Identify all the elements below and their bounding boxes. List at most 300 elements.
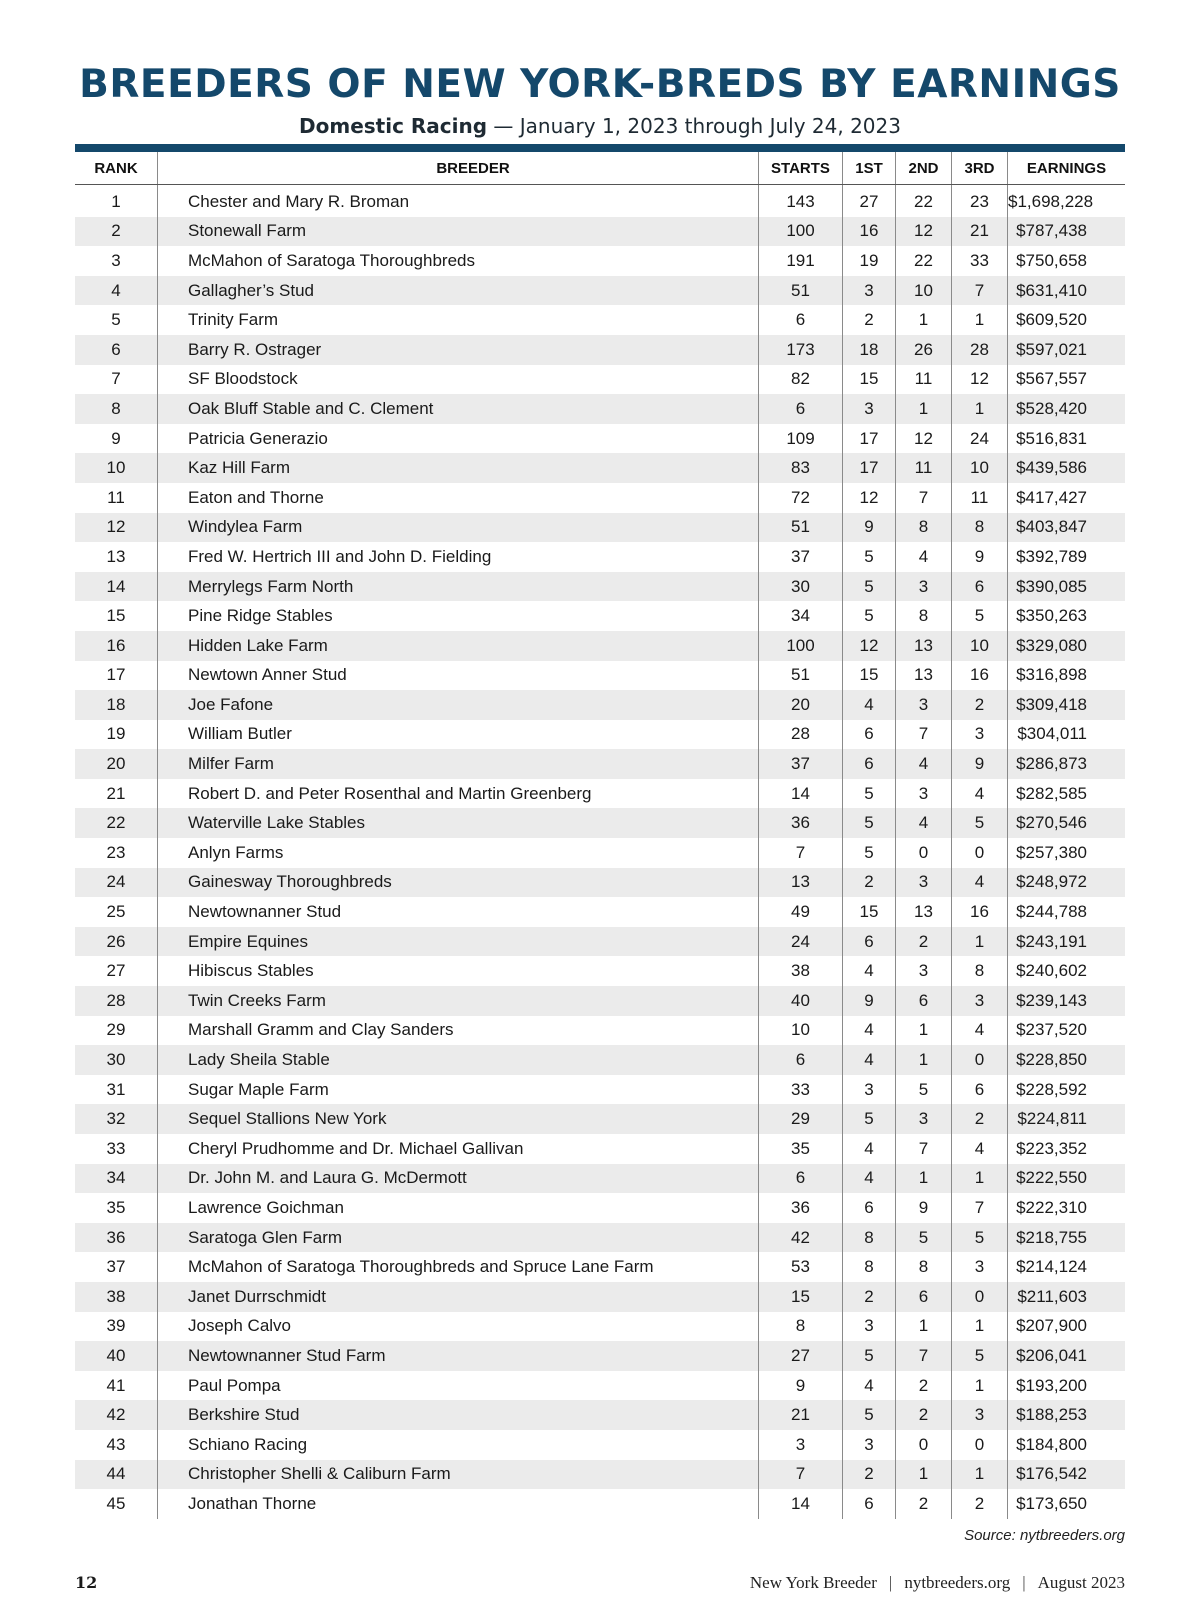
- table-row: [75, 1312, 1125, 1342]
- cell-breeder: Pine Ridge Stables: [158, 601, 759, 631]
- cell-2nd: 1: [896, 394, 952, 424]
- cell-3rd: 16: [952, 661, 1008, 691]
- cell-3rd: 1: [952, 927, 1008, 957]
- cell-rank: 30: [75, 1045, 158, 1075]
- cell-breeder: Sugar Maple Farm: [158, 1075, 759, 1105]
- cell-2nd: 22: [896, 246, 952, 276]
- cell-3rd: 9: [952, 542, 1008, 572]
- table-body: [75, 185, 1125, 1519]
- cell-1st: 4: [843, 1016, 896, 1046]
- cell-2nd: 3: [896, 690, 952, 720]
- cell-1st: 3: [843, 276, 896, 306]
- cell-1st: 15: [843, 897, 896, 927]
- cell-breeder: Marshall Gramm and Clay Sanders: [158, 1016, 759, 1046]
- cell-1st: 6: [843, 1489, 896, 1519]
- cell-earnings: $184,800: [1016, 1434, 1087, 1454]
- cell-3rd: 11: [952, 483, 1008, 513]
- cell-1st: 2: [843, 1460, 896, 1490]
- cell-starts: 6: [759, 1045, 843, 1075]
- cell-breeder: Joe Fafone: [158, 690, 759, 720]
- cell-rank: 12: [75, 513, 158, 543]
- table-row: [75, 720, 1125, 750]
- cell-breeder: Berkshire Stud: [158, 1400, 759, 1430]
- cell-rank: 8: [75, 394, 158, 424]
- cell-breeder: Gallagher’s Stud: [158, 276, 759, 306]
- cell-rank: 31: [75, 1075, 158, 1105]
- column-header-breeder: BREEDER: [158, 152, 759, 185]
- cell-breeder: SF Bloodstock: [158, 365, 759, 395]
- cell-1st: 19: [843, 246, 896, 276]
- cell-rank: 38: [75, 1282, 158, 1312]
- cell-breeder: Janet Durrschmidt: [158, 1282, 759, 1312]
- cell-1st: 9: [843, 986, 896, 1016]
- cell-1st: 5: [843, 779, 896, 809]
- table-row: [75, 927, 1125, 957]
- table-row: [75, 276, 1125, 306]
- cell-starts: 36: [759, 1193, 843, 1223]
- cell-rank: 45: [75, 1489, 158, 1519]
- cell-3rd: 16: [952, 897, 1008, 927]
- cell-1st: 5: [843, 542, 896, 572]
- cell-2nd: 11: [896, 365, 952, 395]
- cell-2nd: 8: [896, 601, 952, 631]
- table-row: [75, 868, 1125, 898]
- cell-starts: 34: [759, 601, 843, 631]
- cell-earnings: $316,898: [1016, 665, 1087, 685]
- cell-starts: 33: [759, 1075, 843, 1105]
- cell-3rd: 3: [952, 986, 1008, 1016]
- cell-starts: 42: [759, 1223, 843, 1253]
- table-row: [75, 779, 1125, 809]
- cell-1st: 3: [843, 1312, 896, 1342]
- cell-2nd: 0: [896, 1430, 952, 1460]
- cell-starts: 40: [759, 986, 843, 1016]
- cell-rank: 23: [75, 838, 158, 868]
- cell-3rd: 5: [952, 1223, 1008, 1253]
- cell-2nd: 4: [896, 749, 952, 779]
- table-row: [75, 542, 1125, 572]
- cell-earnings: $329,080: [1008, 631, 1126, 661]
- cell-2nd: 4: [896, 808, 952, 838]
- cell-breeder: Cheryl Prudhomme and Dr. Michael Gallivan: [158, 1134, 759, 1164]
- cell-rank: 19: [75, 720, 158, 750]
- cell-1st: 4: [843, 1371, 896, 1401]
- cell-rank: 27: [75, 956, 158, 986]
- cell-rank: 15: [75, 601, 158, 631]
- cell-starts: 21: [759, 1400, 843, 1430]
- cell-1st: 6: [843, 927, 896, 957]
- cell-earnings: $176,542: [1008, 1460, 1126, 1490]
- cell-rank: 28: [75, 986, 158, 1016]
- cell-3rd: 2: [952, 1489, 1008, 1519]
- table-row: [75, 1016, 1125, 1046]
- table-row: [75, 424, 1125, 454]
- table-row: [75, 365, 1125, 395]
- cell-2nd: 2: [896, 1400, 952, 1430]
- cell-starts: 15: [759, 1282, 843, 1312]
- cell-earnings: $206,041: [1008, 1341, 1126, 1371]
- cell-earnings: $417,427: [1016, 487, 1087, 507]
- cell-3rd: 4: [952, 779, 1008, 809]
- cell-rank: 34: [75, 1164, 158, 1194]
- cell-1st: 6: [843, 720, 896, 750]
- cell-earnings: $403,847: [1008, 513, 1126, 543]
- cell-3rd: 2: [952, 690, 1008, 720]
- cell-3rd: 5: [952, 601, 1008, 631]
- cell-rank: 21: [75, 779, 158, 809]
- cell-breeder: Dr. John M. and Laura G. McDermott: [158, 1164, 759, 1194]
- cell-3rd: 8: [952, 513, 1008, 543]
- cell-breeder: Chester and Mary R. Broman: [158, 185, 759, 217]
- cell-1st: 15: [843, 661, 896, 691]
- cell-starts: 6: [759, 394, 843, 424]
- table-row: [75, 1045, 1125, 1075]
- cell-starts: 29: [759, 1104, 843, 1134]
- cell-2nd: 13: [896, 661, 952, 691]
- cell-earnings: $390,085: [1008, 572, 1126, 602]
- breeders-table: [75, 152, 1125, 1519]
- cell-3rd: 28: [952, 335, 1008, 365]
- table-row: [75, 1252, 1125, 1282]
- cell-2nd: 10: [896, 276, 952, 306]
- cell-rank: 22: [75, 808, 158, 838]
- table-row: [75, 246, 1125, 276]
- cell-rank: 32: [75, 1104, 158, 1134]
- cell-3rd: 21: [952, 217, 1008, 247]
- cell-starts: 37: [759, 542, 843, 572]
- cell-3rd: 4: [952, 1134, 1008, 1164]
- cell-breeder: Gainesway Thoroughbreds: [158, 868, 759, 898]
- table-row: [75, 1134, 1125, 1164]
- cell-2nd: 3: [896, 779, 952, 809]
- table-row: [75, 1282, 1125, 1312]
- table-row: [75, 690, 1125, 720]
- cell-starts: 13: [759, 868, 843, 898]
- cell-breeder: Fred W. Hertrich III and John D. Fielding: [158, 542, 759, 572]
- cell-2nd: 12: [896, 217, 952, 247]
- cell-breeder: Jonathan Thorne: [158, 1489, 759, 1519]
- cell-2nd: 7: [896, 483, 952, 513]
- cell-3rd: 7: [952, 276, 1008, 306]
- table-row: [75, 305, 1125, 335]
- cell-2nd: 1: [896, 1164, 952, 1194]
- cell-starts: 14: [759, 779, 843, 809]
- table-row: [75, 631, 1125, 661]
- cell-earnings: $309,418: [1008, 690, 1126, 720]
- cell-earnings: $173,650: [1016, 1493, 1087, 1513]
- cell-breeder: William Butler: [158, 720, 759, 750]
- table-row: [75, 1489, 1125, 1519]
- cell-earnings: $228,850: [1008, 1045, 1126, 1075]
- table-row: [75, 185, 1125, 217]
- cell-earnings: $1,698,228: [1008, 191, 1094, 211]
- cell-earnings: $609,520: [1016, 310, 1087, 330]
- cell-rank: 39: [75, 1312, 158, 1342]
- cell-starts: 3: [759, 1430, 843, 1460]
- cell-3rd: 1: [952, 1164, 1008, 1194]
- column-header-1st: 1ST: [843, 152, 896, 185]
- cell-2nd: 1: [896, 305, 952, 335]
- cell-starts: 6: [759, 1164, 843, 1194]
- publication-website: nytbreeders.org: [904, 1573, 1011, 1592]
- cell-earnings: $439,586: [1008, 453, 1126, 483]
- cell-1st: 4: [843, 690, 896, 720]
- cell-starts: 49: [759, 897, 843, 927]
- cell-earnings: $270,546: [1008, 808, 1126, 838]
- table-row: [75, 1223, 1125, 1253]
- cell-starts: 82: [759, 365, 843, 395]
- cell-earnings: $223,352: [1016, 1138, 1087, 1158]
- table-row: [75, 986, 1125, 1016]
- cell-starts: 51: [759, 513, 843, 543]
- table-row: [75, 956, 1125, 986]
- cell-3rd: 1: [952, 305, 1008, 335]
- cell-rank: 24: [75, 868, 158, 898]
- cell-1st: 4: [843, 1134, 896, 1164]
- cell-2nd: 2: [896, 927, 952, 957]
- cell-rank: 6: [75, 335, 158, 365]
- table-row: [75, 572, 1125, 602]
- table-row: [75, 335, 1125, 365]
- cell-2nd: 7: [896, 720, 952, 750]
- cell-rank: 16: [75, 631, 158, 661]
- cell-2nd: 11: [896, 453, 952, 483]
- cell-starts: 83: [759, 453, 843, 483]
- publication-issue: August 2023: [1037, 1573, 1125, 1592]
- cell-starts: 191: [759, 246, 843, 276]
- cell-2nd: 3: [896, 956, 952, 986]
- cell-starts: 7: [759, 838, 843, 868]
- cell-breeder: Newtownanner Stud: [158, 897, 759, 927]
- cell-breeder: Robert D. and Peter Rosenthal and Martin Greenberg: [158, 779, 759, 809]
- cell-2nd: 3: [896, 1104, 952, 1134]
- cell-2nd: 5: [896, 1075, 952, 1105]
- cell-1st: 15: [843, 365, 896, 395]
- cell-rank: 10: [75, 453, 158, 483]
- cell-breeder: Sequel Stallions New York: [158, 1104, 759, 1134]
- cell-breeder: McMahon of Saratoga Thoroughbreds and Spruce Lane Farm: [158, 1252, 759, 1282]
- cell-starts: 20: [759, 690, 843, 720]
- cell-1st: 8: [843, 1223, 896, 1253]
- cell-breeder: Stonewall Farm: [158, 217, 759, 247]
- cell-1st: 4: [843, 1164, 896, 1194]
- cell-1st: 3: [843, 394, 896, 424]
- cell-starts: 6: [759, 305, 843, 335]
- cell-earnings: $239,143: [1008, 986, 1126, 1016]
- cell-breeder: Kaz Hill Farm: [158, 453, 759, 483]
- cell-3rd: 24: [952, 424, 1008, 454]
- cell-breeder: Empire Equines: [158, 927, 759, 957]
- cell-earnings: $350,263: [1016, 606, 1087, 626]
- cell-breeder: Merrylegs Farm North: [158, 572, 759, 602]
- cell-rank: 29: [75, 1016, 158, 1046]
- cell-starts: 36: [759, 808, 843, 838]
- cell-2nd: 13: [896, 897, 952, 927]
- table-row: [75, 601, 1125, 631]
- cell-3rd: 1: [952, 1460, 1008, 1490]
- table-header-row: [75, 152, 1125, 185]
- cell-2nd: 22: [896, 185, 952, 217]
- table-row: [75, 661, 1125, 691]
- cell-3rd: 10: [952, 631, 1008, 661]
- cell-3rd: 9: [952, 749, 1008, 779]
- cell-earnings: $243,191: [1008, 927, 1126, 957]
- page-title: BREEDERS OF NEW YORK-BREDS BY EARNINGS: [79, 62, 1121, 107]
- cell-breeder: Eaton and Thorne: [158, 483, 759, 513]
- cell-3rd: 5: [952, 808, 1008, 838]
- cell-rank: 36: [75, 1223, 158, 1253]
- cell-2nd: 1: [896, 1312, 952, 1342]
- cell-1st: 5: [843, 1104, 896, 1134]
- cell-1st: 27: [843, 185, 896, 217]
- cell-breeder: Lawrence Goichman: [158, 1193, 759, 1223]
- page-number: 12: [75, 1573, 98, 1592]
- cell-starts: 30: [759, 572, 843, 602]
- cell-1st: 5: [843, 601, 896, 631]
- cell-breeder: Trinity Farm: [158, 305, 759, 335]
- cell-3rd: 8: [952, 956, 1008, 986]
- cell-2nd: 3: [896, 572, 952, 602]
- table-row: [75, 1075, 1125, 1105]
- cell-earnings: $597,021: [1008, 335, 1126, 365]
- cell-2nd: 6: [896, 1282, 952, 1312]
- cell-1st: 5: [843, 1341, 896, 1371]
- source-note: Source: nytbreeders.org: [964, 1527, 1125, 1544]
- cell-earnings: $222,550: [1008, 1164, 1126, 1194]
- cell-1st: 9: [843, 513, 896, 543]
- cell-earnings: $750,658: [1016, 250, 1087, 270]
- cell-starts: 9: [759, 1371, 843, 1401]
- cell-1st: 4: [843, 1045, 896, 1075]
- cell-3rd: 33: [952, 246, 1008, 276]
- cell-1st: 2: [843, 1282, 896, 1312]
- cell-3rd: 3: [952, 1400, 1008, 1430]
- cell-starts: 51: [759, 661, 843, 691]
- table-row: [75, 1371, 1125, 1401]
- cell-3rd: 0: [952, 838, 1008, 868]
- cell-breeder: Paul Pompa: [158, 1371, 759, 1401]
- cell-2nd: 9: [896, 1193, 952, 1223]
- page-footer: [750, 1573, 1125, 1593]
- cell-starts: 143: [759, 185, 843, 217]
- cell-rank: 1: [75, 185, 158, 217]
- cell-3rd: 6: [952, 1075, 1008, 1105]
- cell-breeder: Patricia Generazio: [158, 424, 759, 454]
- cell-3rd: 0: [952, 1045, 1008, 1075]
- cell-starts: 24: [759, 927, 843, 957]
- table-row: [75, 808, 1125, 838]
- cell-earnings: $567,557: [1016, 369, 1087, 389]
- cell-rank: 2: [75, 217, 158, 247]
- cell-breeder: Oak Bluff Stable and C. Clement: [158, 394, 759, 424]
- cell-starts: 14: [759, 1489, 843, 1519]
- cell-3rd: 3: [952, 1252, 1008, 1282]
- column-header-rank: RANK: [75, 152, 158, 185]
- cell-2nd: 3: [896, 868, 952, 898]
- title-rule: [75, 144, 1125, 152]
- cell-rank: 9: [75, 424, 158, 454]
- cell-1st: 16: [843, 217, 896, 247]
- cell-earnings: $528,420: [1008, 394, 1126, 424]
- cell-1st: 17: [843, 453, 896, 483]
- cell-1st: 6: [843, 1193, 896, 1223]
- cell-earnings: $240,602: [1016, 961, 1087, 981]
- cell-rank: 5: [75, 305, 158, 335]
- cell-earnings: $211,603: [1008, 1282, 1126, 1312]
- cell-breeder: Milfer Farm: [158, 749, 759, 779]
- cell-3rd: 0: [952, 1282, 1008, 1312]
- cell-2nd: 7: [896, 1341, 952, 1371]
- cell-3rd: 12: [952, 365, 1008, 395]
- cell-starts: 7: [759, 1460, 843, 1490]
- cell-rank: 40: [75, 1341, 158, 1371]
- table-row: [75, 453, 1125, 483]
- cell-2nd: 13: [896, 631, 952, 661]
- cell-3rd: 1: [952, 1312, 1008, 1342]
- cell-3rd: 2: [952, 1104, 1008, 1134]
- cell-earnings: $516,831: [1016, 428, 1087, 448]
- cell-1st: 3: [843, 1075, 896, 1105]
- cell-rank: 43: [75, 1430, 158, 1460]
- cell-1st: 2: [843, 305, 896, 335]
- cell-breeder: Waterville Lake Stables: [158, 808, 759, 838]
- table-row: [75, 1460, 1125, 1490]
- cell-starts: 100: [759, 631, 843, 661]
- subtitle-date-range: — January 1, 2023 through July 24, 2023: [487, 114, 901, 138]
- cell-2nd: 1: [896, 1016, 952, 1046]
- cell-earnings: $218,755: [1008, 1223, 1126, 1253]
- cell-earnings: $631,410: [1008, 276, 1126, 306]
- cell-1st: 5: [843, 572, 896, 602]
- cell-breeder: Anlyn Farms: [158, 838, 759, 868]
- cell-3rd: 4: [952, 1016, 1008, 1046]
- cell-breeder: Hidden Lake Farm: [158, 631, 759, 661]
- cell-rank: 42: [75, 1400, 158, 1430]
- cell-1st: 4: [843, 956, 896, 986]
- cell-earnings: $787,438: [1008, 217, 1126, 247]
- cell-3rd: 1: [952, 394, 1008, 424]
- cell-rank: 14: [75, 572, 158, 602]
- cell-2nd: 7: [896, 1134, 952, 1164]
- cell-starts: 38: [759, 956, 843, 986]
- cell-rank: 17: [75, 661, 158, 691]
- cell-rank: 26: [75, 927, 158, 957]
- cell-earnings: $207,900: [1016, 1316, 1087, 1336]
- cell-breeder: Newtown Anner Stud: [158, 661, 759, 691]
- cell-1st: 5: [843, 838, 896, 868]
- table-row: [75, 897, 1125, 927]
- cell-3rd: 0: [952, 1430, 1008, 1460]
- cell-breeder: Joseph Calvo: [158, 1312, 759, 1342]
- cell-starts: 27: [759, 1341, 843, 1371]
- cell-3rd: 5: [952, 1341, 1008, 1371]
- cell-starts: 8: [759, 1312, 843, 1342]
- cell-3rd: 1: [952, 1371, 1008, 1401]
- column-header-3rd: 3RD: [952, 152, 1008, 185]
- cell-2nd: 8: [896, 513, 952, 543]
- cell-breeder: Windylea Farm: [158, 513, 759, 543]
- cell-2nd: 1: [896, 1045, 952, 1075]
- cell-1st: 12: [843, 483, 896, 513]
- cell-earnings: $193,200: [1016, 1375, 1087, 1395]
- table-row: [75, 1400, 1125, 1430]
- table-row: [75, 1341, 1125, 1371]
- cell-earnings: $244,788: [1016, 902, 1087, 922]
- table-row: [75, 1193, 1125, 1223]
- cell-breeder: Newtownanner Stud Farm: [158, 1341, 759, 1371]
- cell-rank: 41: [75, 1371, 158, 1401]
- cell-earnings: $188,253: [1008, 1400, 1126, 1430]
